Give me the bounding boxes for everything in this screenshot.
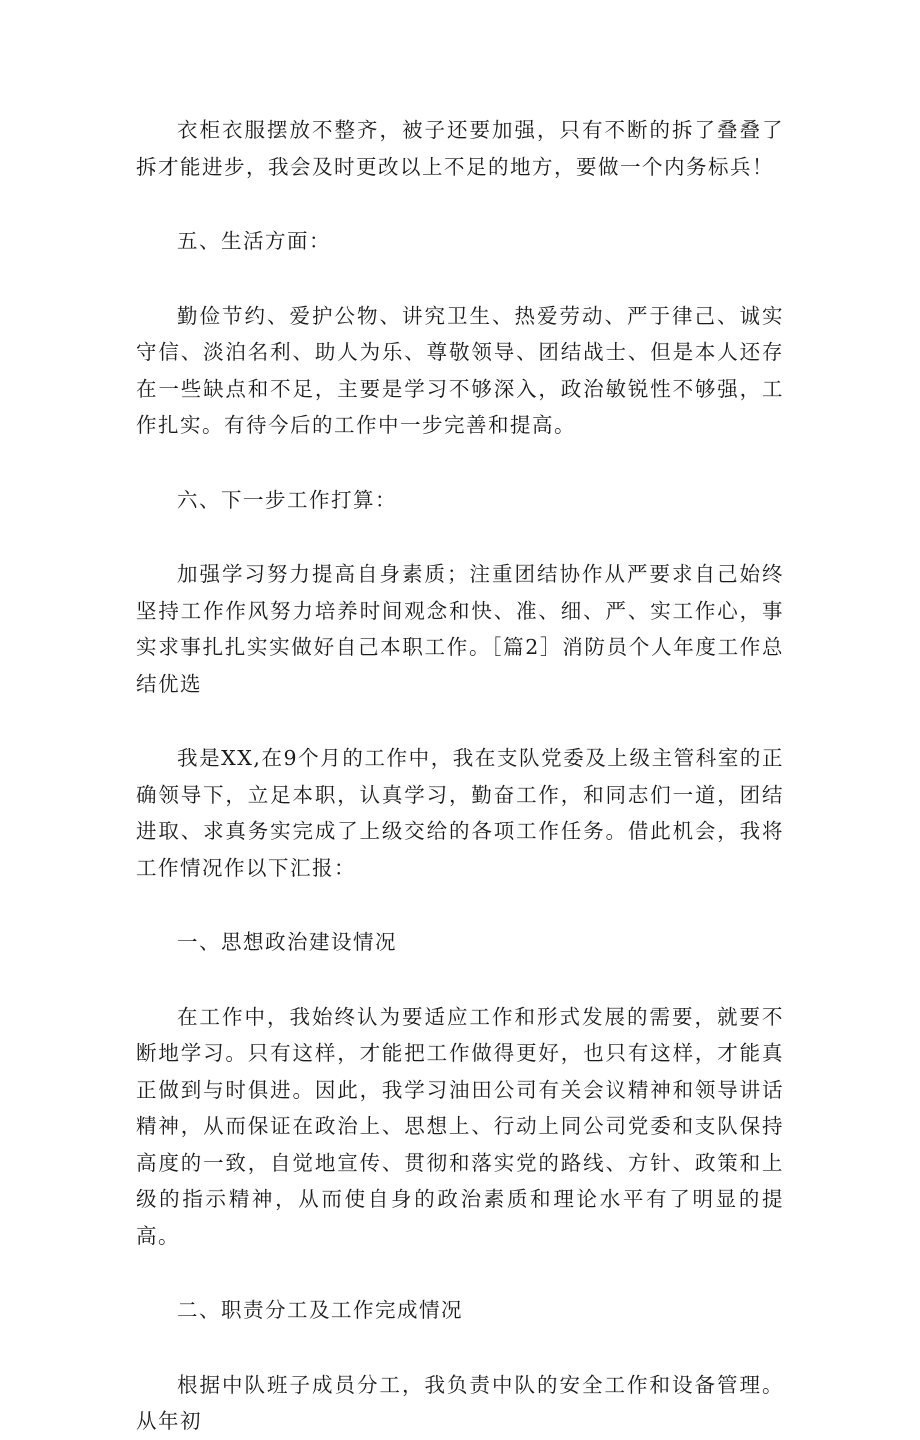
section-heading-political: 一、思想政治建设情况 bbox=[177, 930, 397, 954]
paragraph-duties: 根据中队班子成员分工，我负责中队的安全工作和设备管理。从年初 bbox=[136, 1372, 784, 1433]
paragraph-political: 在工作中，我始终认为要适应工作和形式发展的需要，就要不断地学习。只有这样，才能把工作做得更好，也只有这样，才能真正做到与时俱进。因此，我学习油田公司有关会议精神和领导讲话精神，从而保证在政治上、思想上、行动上同公司党委和支队保持高度的一致，自觉地宣传、贯彻和落实党的路线、方针、政策和上级的指示精神，从而使自身的政治素质和理论水平有了明显的提高。 bbox=[136, 1004, 784, 1248]
section-heading-life: 五、生活方面： bbox=[177, 229, 331, 253]
paragraph-wardrobe: 衣柜衣服摆放不整齐，被子还要加强，只有不断的拆了叠叠了拆才能进步，我会及时更改以上不足的地方，要做一个内务标兵！ bbox=[136, 118, 784, 179]
section-heading-next-plan: 六、下一步工作打算： bbox=[177, 487, 397, 512]
paragraph-intro: 我是XX,在9个月的工作中，我在支队党委及上级主管科室的正确领导下，立足本职，认真学习，勤奋工作，和同志们一道，团结进取、求真务实完成了上级交给的各项工作任务。借此机会，我将工作情况作以下汇报： bbox=[136, 746, 784, 880]
paragraph-next-plan: 加强学习努力提高自身素质；注重团结协作从严要求自己始终坚持工作作风努力培养时间观念和快、准、细、严、实工作心，事实求事扎扎实实做好自己本职工作。［篇2］消防员个人年度工作总结优选 bbox=[136, 562, 784, 696]
section-heading-duties: 二、职责分工及工作完成情况 bbox=[177, 1298, 463, 1322]
paragraph-life: 勤俭节约、爱护公物、讲究卫生、热爱劳动、严于律己、诚实守信、淡泊名利、助人为乐、尊敬领导、团结战士、但是本人还存在一些缺点和不足，主要是学习不够深入，政治敏锐性不够强，工作扎实。有待今后的工作中一步完善和提高。 bbox=[136, 303, 784, 437]
